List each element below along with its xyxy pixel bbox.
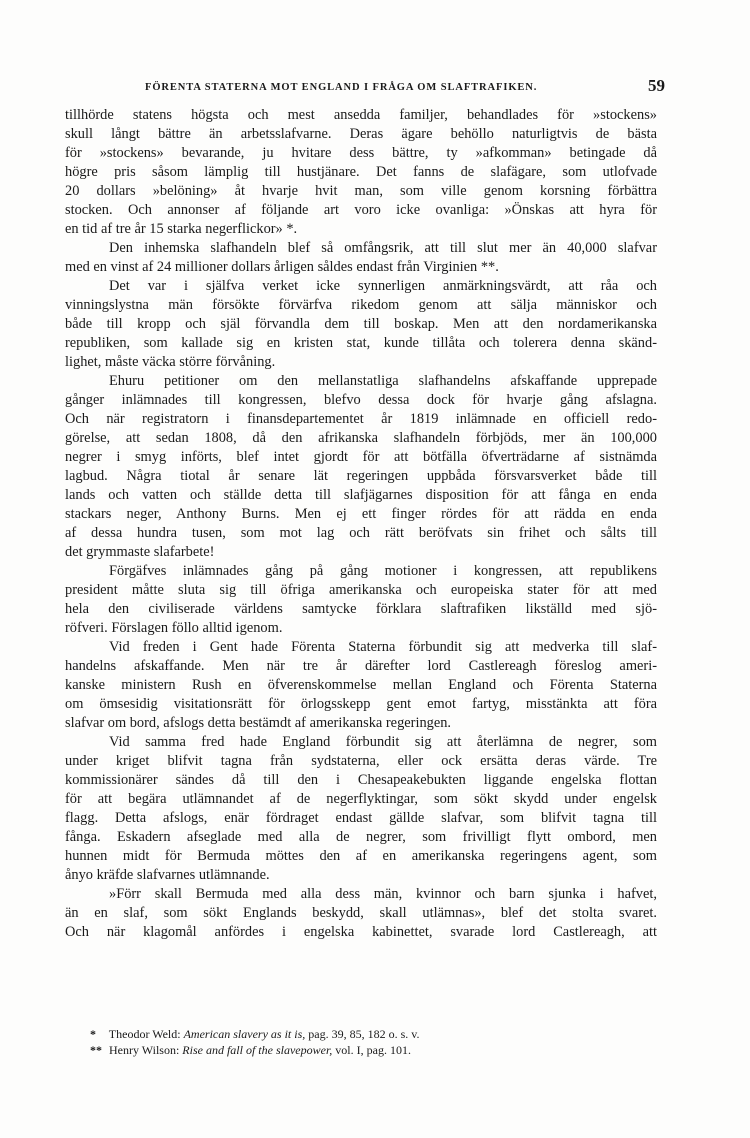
- text-line: slafvar om bord, afslogs detta bestämdt af amerikanska regeringen.: [65, 715, 452, 731]
- text-line: för »stockens» bevarande, ju hvitare dess bättre, ty »afkomman» betingade då: [65, 145, 657, 161]
- footnote-reference: vol. I, pag. 101.: [335, 1043, 411, 1057]
- text-line: hunnen midt för Bermuda möttes den af en amerikanska regeringens agent, som: [65, 848, 657, 864]
- footnote-author: Henry Wilson:: [109, 1043, 180, 1057]
- text-line: både till kropp och själ förvandla dem till boskap. Men att den nordamerikanska: [65, 316, 657, 332]
- footnote-author: Theodor Weld:: [108, 1027, 181, 1041]
- paragraph-first-line: Vid freden i Gent hade Förenta Staterna förbundit sig att medverka till slaf-: [109, 639, 657, 655]
- paragraph-first-line: Det var i själfva verket icke synnerligen anmärkningsvärdt, att råa och: [109, 278, 657, 294]
- text-line: än en slaf, som sökt Englands beskydd, skall utlämnas», blef det stolta svaret.: [65, 905, 657, 921]
- text-line: om ömsesidig visitationsrätt för örlogsskepp gent emot fartyg, misstänkta att föra: [65, 696, 657, 712]
- text-line: ånyo kräfde slafvarnes utlämnande.: [65, 867, 270, 883]
- text-line: fånga. Eskadern afseglade med alla de negrer, som frivilligt flytt ombord, men: [65, 829, 657, 845]
- text-line: en tid af tre år 15 starka negerflickor» *.: [65, 221, 298, 237]
- paragraph-first-line: Ehuru petitioner om den mellanstatliga slafhandelns afskaffande upprepade: [109, 373, 657, 389]
- text-line: för att begära utlämnandet af de negerflyktingar, som sökt skydd under engelsk: [65, 791, 657, 807]
- text-line: af dessa hundra tusen, som mot lag och rätt beröfvats sin frihet och sålts till: [65, 525, 657, 541]
- paragraph-first-line: »Förr skall Bermuda med alla dess män, kvinnor och barn sjunka i hafvet,: [109, 886, 657, 902]
- text-line: under kriget blifvit tagna från sydstaterna, eller ock ersätta deras värde. Tre: [65, 753, 657, 769]
- footnotes: [90, 1026, 610, 1058]
- text-line: görelse, att sedan 1808, då den afrikanska slafhandeln förbjöds, mer än 100,000: [65, 430, 657, 446]
- text-line: Och när registratorn i finansdepartementet år 1819 inlämnade en officiell redo-: [65, 411, 657, 427]
- page-header: [65, 78, 665, 102]
- running-title: FÖRENTA STATERNA MOT ENGLAND I FRÅGA OM SLAFTRAFIKEN.: [145, 82, 538, 93]
- footnote: [90, 1042, 610, 1058]
- text-line: vinningslystna män försökte förvärfva rikedom genom att sälja människor och: [65, 297, 657, 313]
- text-line: negrer i smyg införts, blef intet gjordt för att bötfälla öfverträdarne af sistnämda: [65, 449, 657, 465]
- text-line: tillhörde statens högsta och mest ansedda familjer, behandlades för »stockens»: [65, 107, 657, 123]
- text-line: med en vinst af 24 millioner dollars årligen såldes endast från Virginien **.: [65, 259, 499, 275]
- text-line: högre pris såsom lämplig till hustjänare. Det fanns de slafägare, som utlofvade: [65, 164, 657, 180]
- text-line: kommissionärer sändes då till den i Chesapeakebukten liggande engelska flottan: [65, 772, 657, 788]
- text-line: kanske ministern Rush en öfverenskommelse mellan England och Förenta Staterna: [65, 677, 657, 693]
- text-line: stocken. Och annonser af följande art voro icke ovanliga: »Önskas att hyra för: [65, 202, 657, 218]
- body-text: [65, 106, 657, 942]
- text-line: gånger inlämnades till kongressen, blefvo dessa dock för hvarje gång afslagna.: [65, 392, 657, 408]
- page-number: 59: [648, 76, 665, 95]
- text-line: röfveri. Förslagen föllo alltid igenom.: [65, 620, 283, 636]
- text-line: president måtte sluta sig till öfriga amerikanska och europeiska stater för att med: [65, 582, 657, 598]
- footnote-reference: pag. 39, 85, 182 o. s. v.: [308, 1027, 420, 1041]
- text-line: Och när klagomål anfördes i engelska kabinettet, svarade lord Castlereagh, att: [65, 924, 657, 940]
- footnote-mark: **: [90, 1043, 102, 1057]
- footnote-title: American slavery as it is,: [183, 1027, 306, 1041]
- text-line: handelns afskaffande. Men när tre år därefter lord Castlereagh föreslog ameri-: [65, 658, 657, 674]
- text-line: flagg. Detta afslogs, enär fördraget endast gällde slafvar, som blifvit tagna till: [65, 810, 657, 826]
- footnote-mark: *: [90, 1027, 96, 1041]
- paragraph-first-line: Förgäfves inlämnades gång på gång motioner i kongressen, att republikens: [109, 563, 657, 579]
- text-line: stackars neger, Anthony Burns. Men ej ett finger rördes för att rädda en enda: [65, 506, 657, 522]
- text-line: lagbud. Några tiotal år senare lät regeringen uppbåda försvarsverket både till: [65, 468, 657, 484]
- text-line: det grymmaste slafarbete!: [65, 544, 215, 560]
- text-line: lands och vatten och ställde detta till slafjägarnes disposition för att fånga en enda: [65, 487, 657, 503]
- footnote-title: Rise and fall of the slavepower,: [182, 1043, 333, 1057]
- text-line: hela den civiliserade världens samtycke förklara slaftrafiken likställd med sjö-: [65, 601, 657, 617]
- paragraph-first-line: Den inhemska slafhandeln blef så omfångsrik, att till slut mer än 40,000 slafvar: [109, 240, 657, 256]
- footnote: [90, 1026, 610, 1042]
- paragraph-first-line: Vid samma fred hade England förbundit sig att återlämna de negrer, som: [109, 734, 657, 750]
- text-line: lighet, måste väcka större förvåning.: [65, 354, 276, 370]
- text-line: skull långt bättre än arbetsslafvarne. Deras ägare behöllo naturligtvis de bästa: [65, 126, 657, 142]
- text-line: 20 dollars »belöning» åt hvarje hvit man, som ville genom korsning förbättra: [65, 183, 657, 199]
- text-line: republiken, som kallade sig en kristen stat, kunde tillåta och tolerera denna skänd-: [65, 335, 657, 351]
